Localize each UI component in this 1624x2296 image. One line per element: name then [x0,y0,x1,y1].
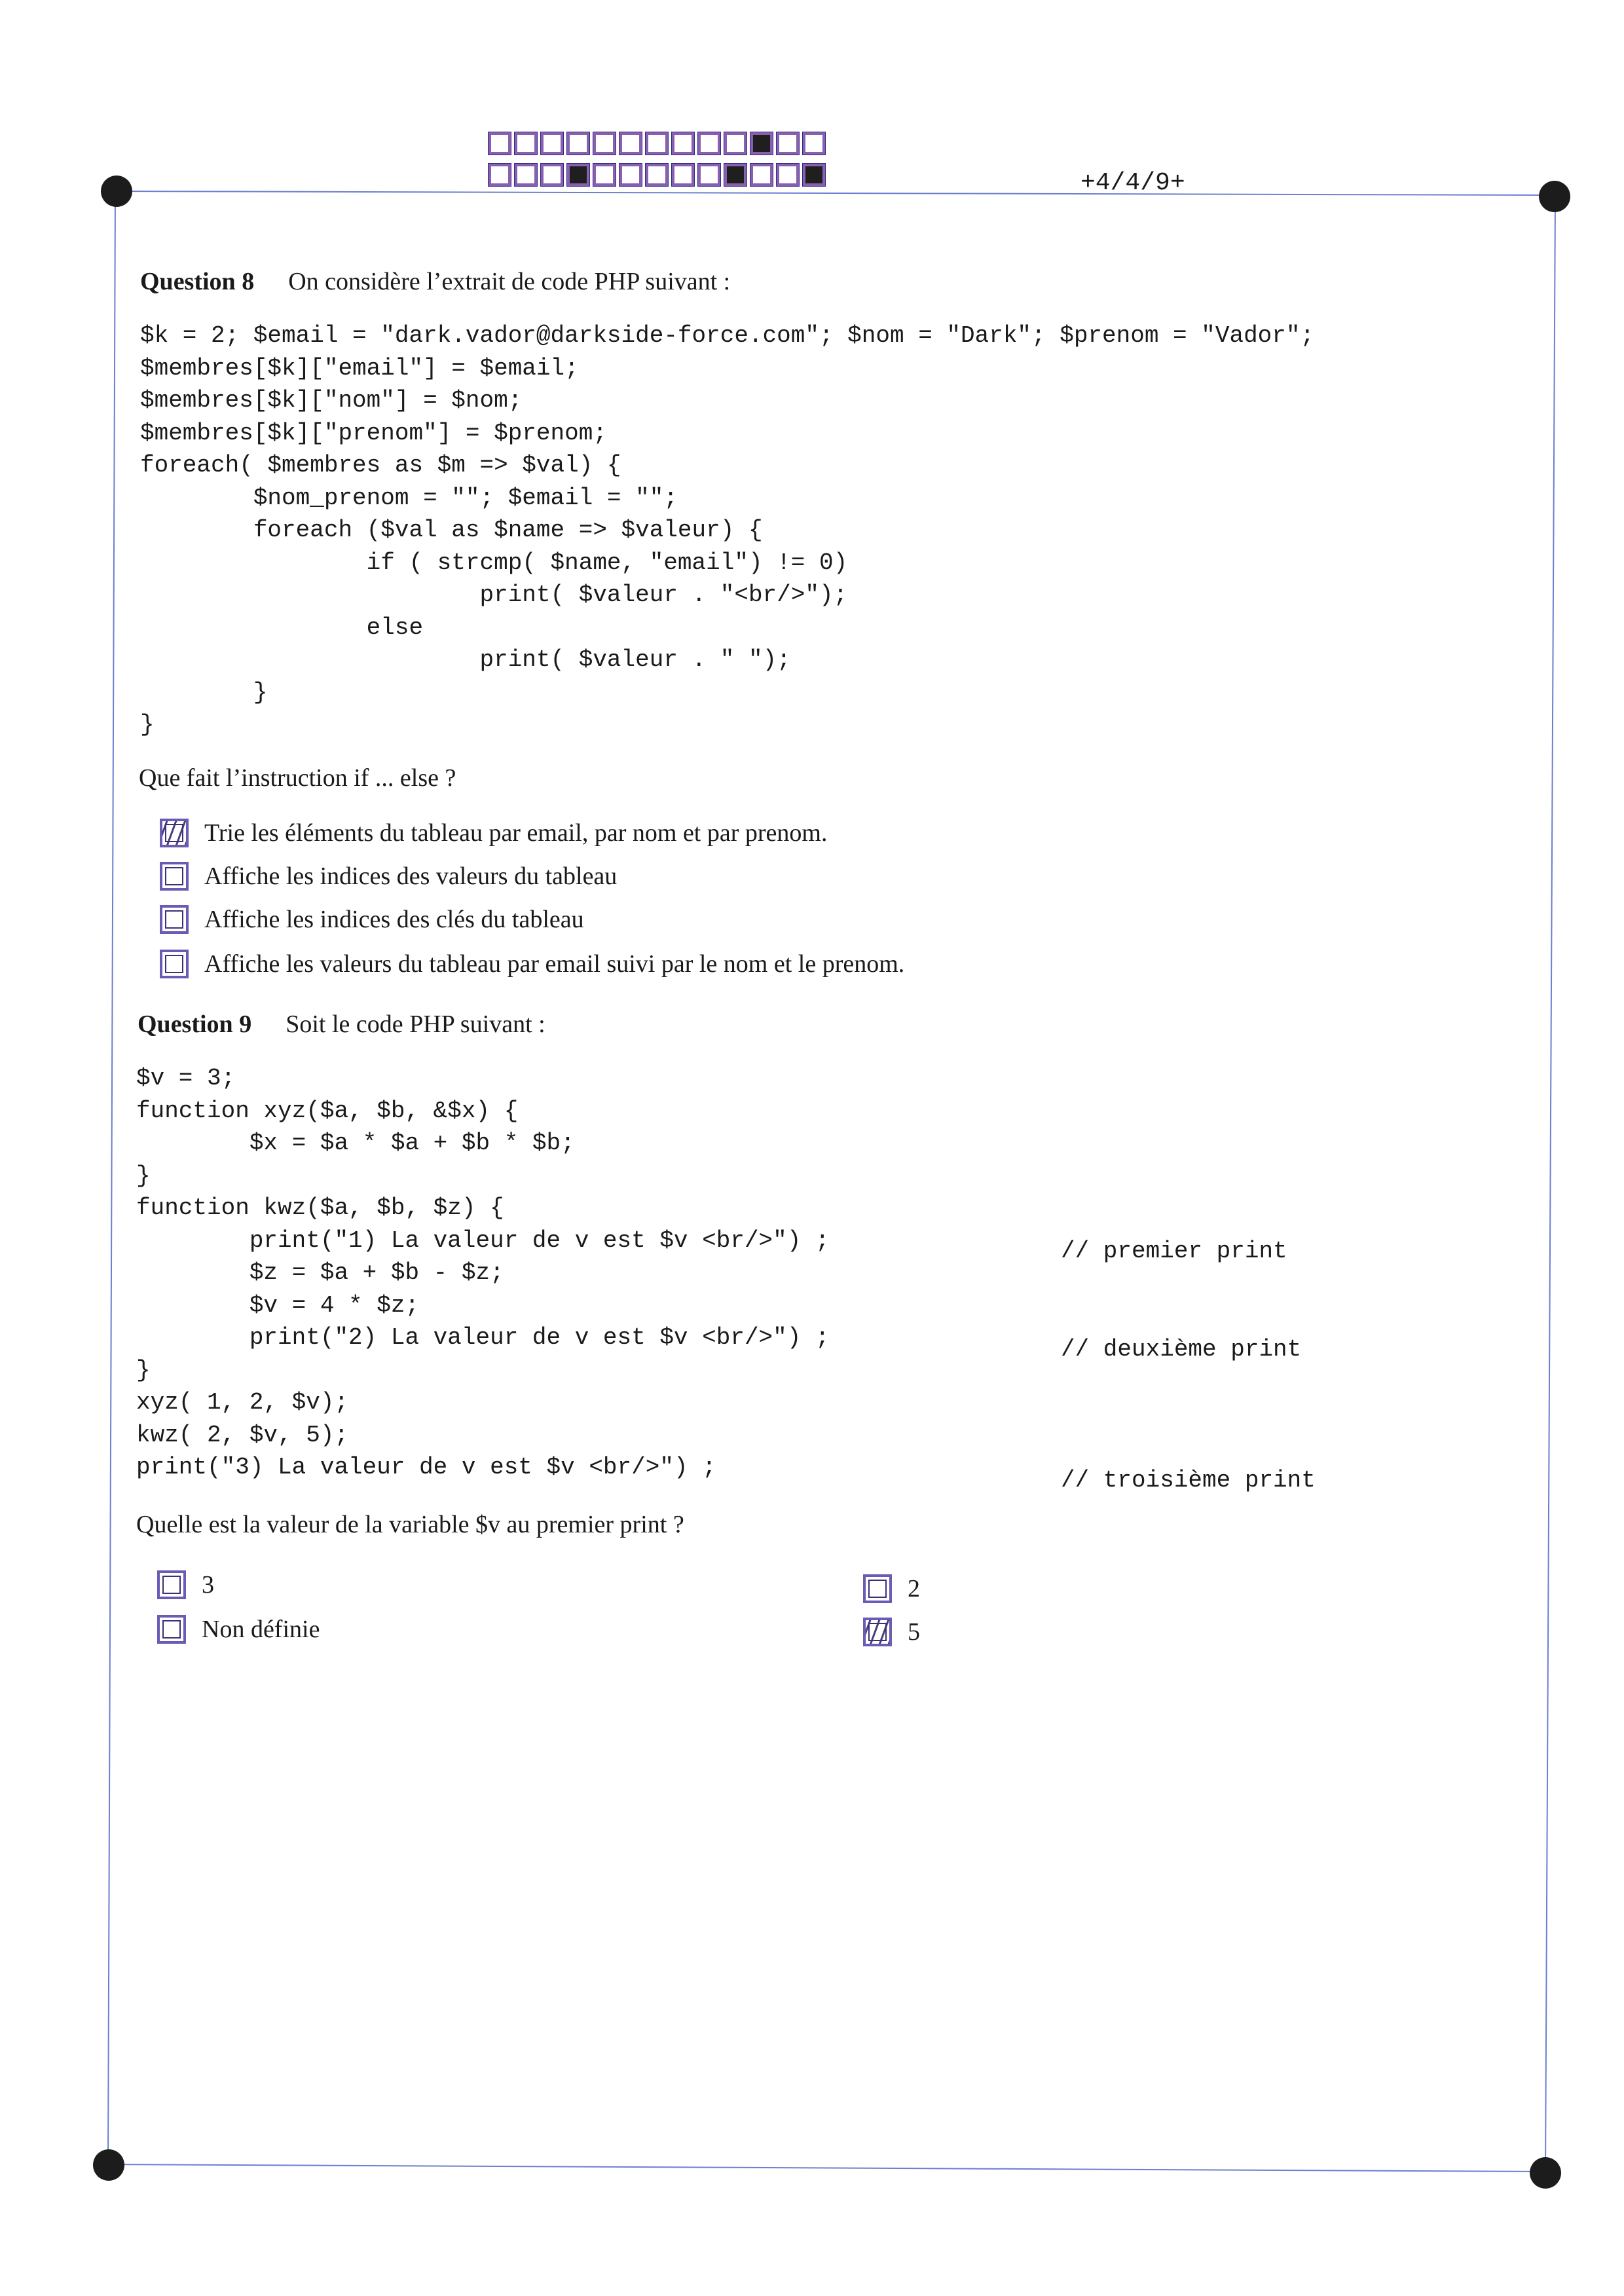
q9-option-non-definie[interactable] [157,1615,320,1644]
question-8-prompt: Que fait l’instruction if ... else ? [139,764,456,792]
id-code-cell [593,132,616,155]
q8-option-4[interactable] [160,950,904,978]
id-code-cell [515,164,537,186]
question-9-header [138,1010,545,1039]
id-code-cell [777,164,799,186]
id-code-cell [646,132,668,155]
question-9-prompt: Quelle est la valeur de la variable $v au premier print ? [136,1511,684,1538]
id-code-cell [619,132,642,155]
registration-mark-bottom-left [93,2149,124,2181]
question-intro: Soit le code PHP suivant : [286,1010,545,1038]
id-code-cell [489,132,511,155]
checkbox[interactable] [160,862,189,891]
option-label: Trie les éléments du tableau par email, par nom et par prenom. [204,819,828,847]
id-code-cell [541,164,563,186]
q8-option-2[interactable] [160,862,617,891]
id-code-cell [672,164,694,186]
id-code-cell [619,164,642,186]
option-label: Affiche les valeurs du tableau par email suivi par le nom et le prenom. [204,950,905,978]
comment-deuxieme-print: // deuxième print [1061,1336,1302,1363]
id-code-cell [698,164,720,186]
option-label: Affiche les indices des clés du tableau [204,906,584,933]
checkbox[interactable] [160,819,189,847]
checkbox[interactable] [863,1618,892,1646]
id-code-cell [515,132,537,155]
option-label: 5 [908,1618,920,1646]
checkbox[interactable] [157,1615,186,1644]
id-code-cell [567,164,589,186]
option-label: 2 [908,1575,920,1602]
option-label: Non définie [202,1616,320,1643]
id-code-cell [593,164,616,186]
code-block-q8: $k = 2; $email = "dark.vador@darkside-force.com"; $nom = "Dark"; $prenom = "Vador"; $membres[$k]["email"] = $email; $membres[$k]["nom"] = $nom; $membres[$k]["prenom"] = $prenom; foreach( $membres as $m => $val) { $nom_prenom = ""; $email = ""; foreach ($val as $name => $valeur) { if ( strcmp( $name, "email") != 0) print( $valeur . "<br/>"); else print( $valeur . " "); } } [140,322,1315,738]
page-id: +4/4/9+ [1080,169,1185,197]
id-code-row-2 [489,164,829,186]
id-code-cell [541,132,563,155]
q9-option-5[interactable] [863,1618,920,1646]
checkbox[interactable] [157,1570,186,1599]
checkbox[interactable] [863,1574,892,1603]
checkbox[interactable] [160,950,189,978]
id-code-cell [567,132,589,155]
q9-option-2[interactable] [863,1574,920,1603]
id-code-cell [489,164,511,186]
id-code-cell [724,164,747,186]
q8-option-1[interactable] [160,819,827,847]
question-intro: On considère l’extrait de code PHP suivant : [288,268,731,295]
question-label: Question 9 [138,1010,252,1038]
code-block-q9: $v = 3; function xyz($a, $b, &$x) { $x = $a * $a + $b * $b; } function kwz($a, $b, $z) { print("1) La valeur de v est $v <br/>") ; $z = $a + $b - $z; $v = 4 * $z; print("2) La valeur de v est $v <br/>") ; } xyz( 1, 2, $v); kwz( 2, $v, 5); print("3) La valeur de v est $v <br/>") ; [136,1065,830,1481]
id-code-cell [777,132,799,155]
q8-option-3[interactable] [160,905,584,934]
id-code-cell [698,132,720,155]
checkbox[interactable] [160,905,189,934]
registration-mark-top-left [101,176,132,207]
id-code-cell [803,132,825,155]
question-8-header [140,267,730,296]
option-label: 3 [202,1571,214,1599]
option-label: Affiche les indices des valeurs du tableau [204,862,618,890]
id-code-cell [750,164,773,186]
question-label: Question 8 [140,268,255,295]
comment-premier-print: // premier print [1061,1238,1287,1265]
registration-mark-bottom-right [1530,2157,1561,2189]
id-code-cell [724,132,747,155]
q9-option-3[interactable] [157,1570,214,1599]
id-code-cell [750,132,773,155]
id-code-cell [646,164,668,186]
id-code-row-1 [489,132,829,155]
id-code-cell [672,132,694,155]
id-code-cell [803,164,825,186]
registration-mark-top-right [1539,181,1570,212]
comment-troisieme-print: // troisième print [1061,1467,1316,1494]
